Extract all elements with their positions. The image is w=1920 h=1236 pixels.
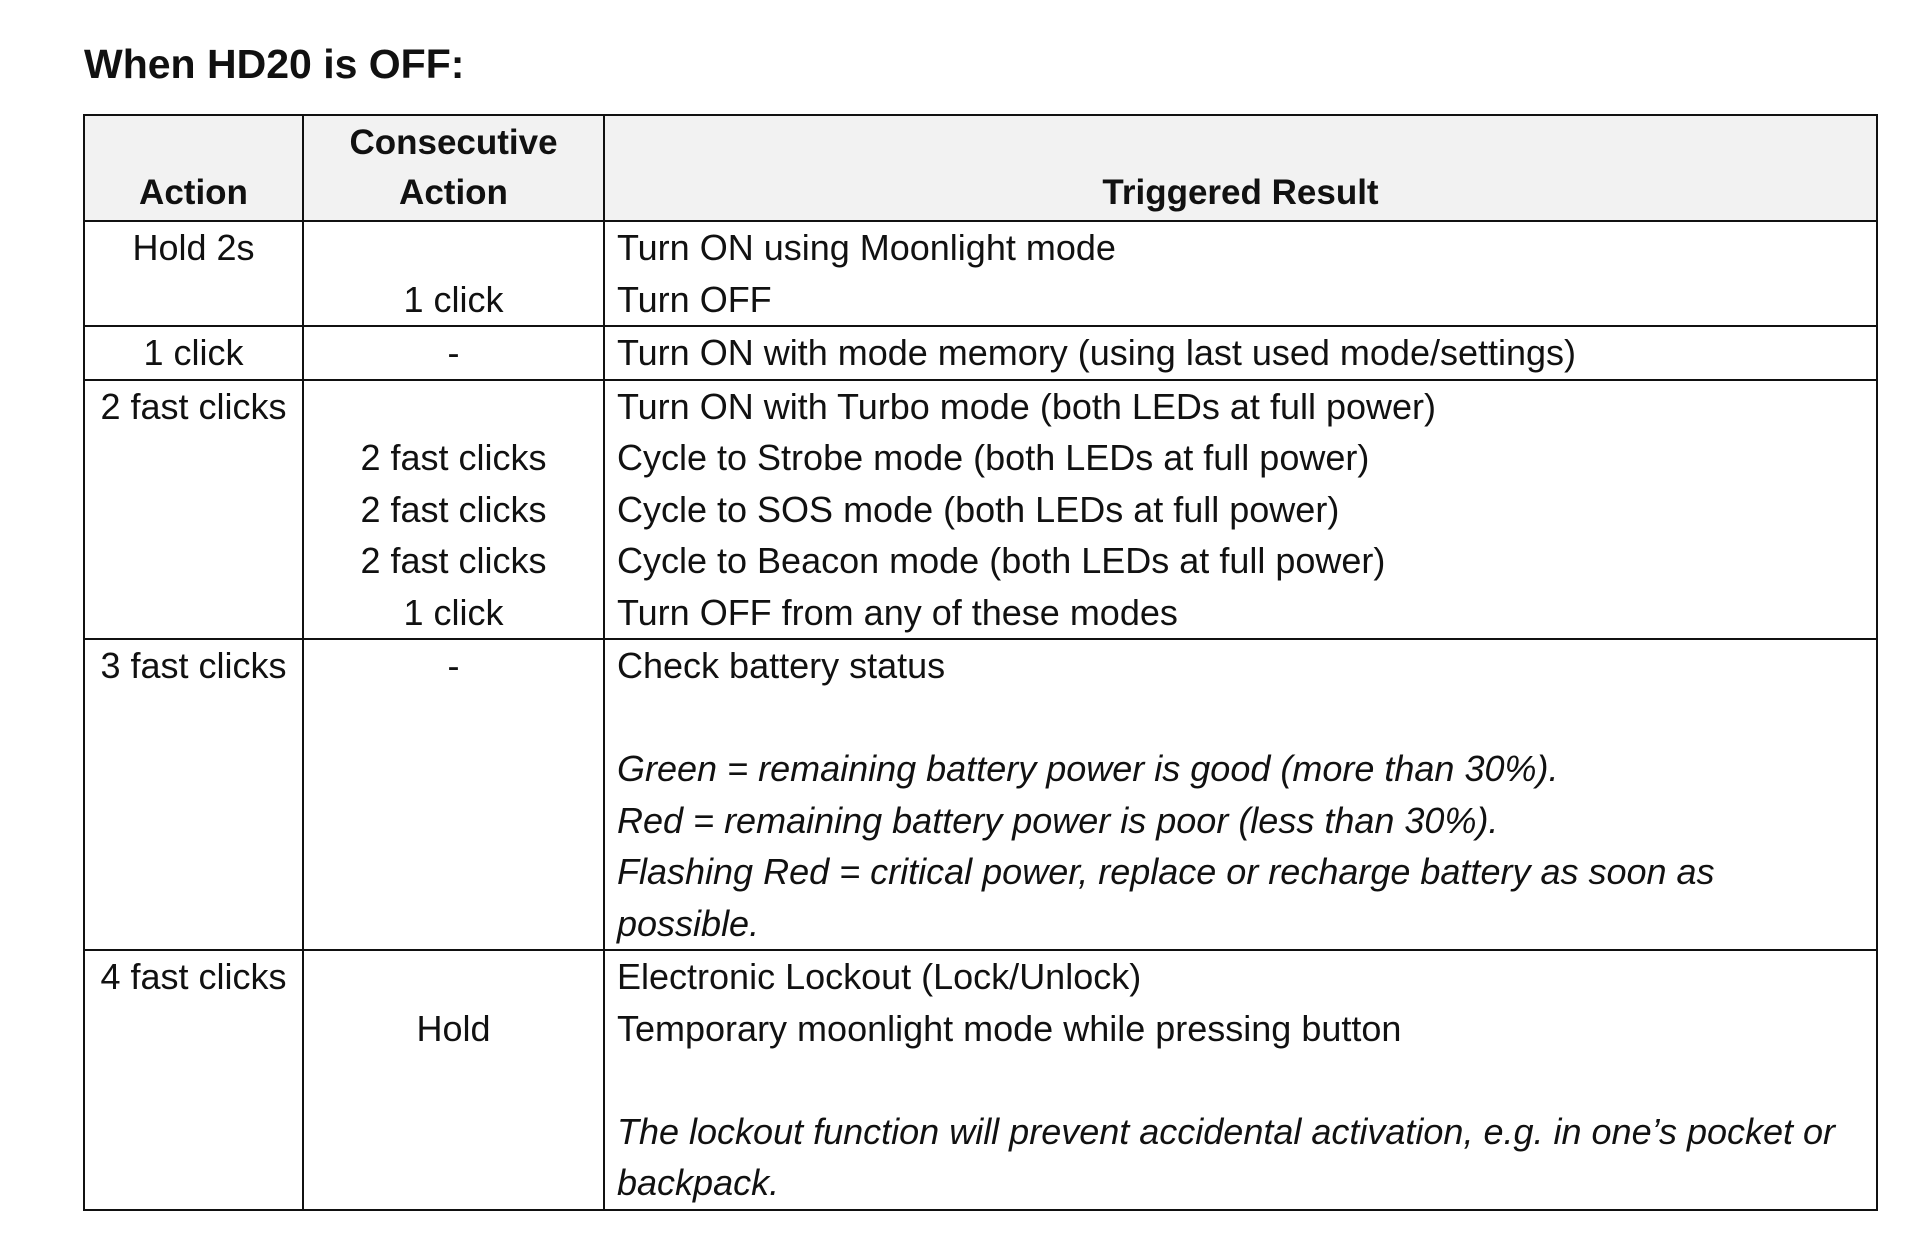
action-cell	[84, 326, 303, 380]
consecutive-text	[304, 222, 603, 274]
result-cell	[604, 639, 1877, 950]
table-row	[84, 380, 1877, 640]
result-text: Check battery status	[617, 645, 946, 686]
header-consecutive-label-line1: Consecutive	[349, 123, 558, 162]
action-cell	[84, 950, 303, 1210]
table-row	[84, 639, 1877, 950]
action-text: Hold 2s	[132, 227, 255, 268]
consecutive-text: 1 click	[403, 591, 504, 633]
consecutive-text: Hold	[416, 1007, 491, 1049]
result-text: Electronic Lockout (Lock/Unlock)	[617, 956, 1142, 997]
lockout-note: The lockout function will prevent accidental activation, e.g. in one’s pocket or backpack.	[617, 1110, 1836, 1203]
result-text: Cycle to Strobe mode (both LEDs at full power)	[617, 437, 1370, 478]
header-action	[84, 115, 303, 221]
consecutive-cell	[303, 326, 604, 380]
button-functions-table-container	[83, 114, 1876, 1211]
action-text: 4 fast clicks	[100, 956, 287, 997]
spacer	[617, 692, 1866, 744]
consecutive-text: -	[447, 332, 460, 373]
consecutive-text: 2 fast clicks	[360, 488, 547, 530]
result-text: Turn ON using Moonlight mode	[617, 227, 1116, 268]
button-functions-table	[83, 114, 1878, 1211]
consecutive-text: 1 click	[403, 278, 504, 320]
consecutive-cell	[303, 221, 604, 326]
result-text: Temporary moonlight mode while pressing button	[617, 1007, 1402, 1049]
action-text: 3 fast clicks	[100, 645, 287, 686]
result-text: Turn ON with Turbo mode (both LEDs at full power)	[617, 385, 1436, 427]
battery-note-flashing-red: Flashing Red = critical power, replace or recharge battery as soon as possible.	[617, 851, 1715, 944]
battery-note-green: Green = remaining battery power is good (more than 30%).	[617, 748, 1559, 789]
result-cell	[604, 380, 1877, 640]
page-title: When HD20 is OFF:	[84, 41, 465, 87]
consecutive-cell	[303, 639, 604, 950]
result-text: Cycle to Beacon mode (both LEDs at full power)	[617, 540, 1386, 581]
consecutive-text	[304, 951, 603, 1003]
consecutive-text: 2 fast clicks	[360, 540, 547, 581]
consecutive-text: 2 fast clicks	[360, 437, 547, 478]
result-cell	[604, 950, 1877, 1210]
consecutive-text	[304, 381, 603, 433]
result-text: Cycle to SOS mode (both LEDs at full power)	[617, 488, 1340, 530]
header-triggered-result	[604, 115, 1877, 221]
consecutive-cell	[303, 950, 604, 1210]
action-cell	[84, 380, 303, 640]
result-text: Turn OFF from any of these modes	[617, 591, 1178, 633]
action-text: 2 fast clicks	[100, 385, 287, 427]
header-result-label: Triggered Result	[1102, 173, 1379, 212]
result-text: Turn ON with mode memory (using last used mode/settings)	[617, 332, 1577, 373]
result-text: Turn OFF	[617, 278, 772, 320]
table-row	[84, 950, 1877, 1210]
header-consecutive-action	[303, 115, 604, 221]
action-cell	[84, 221, 303, 326]
header-action-label: Action	[139, 173, 248, 212]
battery-note-red: Red = remaining battery power is poor (less than 30%).	[617, 799, 1499, 841]
header-consecutive-label-line2: Action	[399, 173, 508, 212]
result-cell	[604, 326, 1877, 380]
consecutive-text: -	[447, 645, 460, 686]
action-text: 1 click	[143, 332, 244, 373]
result-cell	[604, 221, 1877, 326]
table-row	[84, 326, 1877, 380]
action-cell	[84, 639, 303, 950]
table-row	[84, 221, 1877, 326]
consecutive-cell	[303, 380, 604, 640]
spacer	[617, 1054, 1866, 1106]
table-header-row	[84, 115, 1877, 221]
